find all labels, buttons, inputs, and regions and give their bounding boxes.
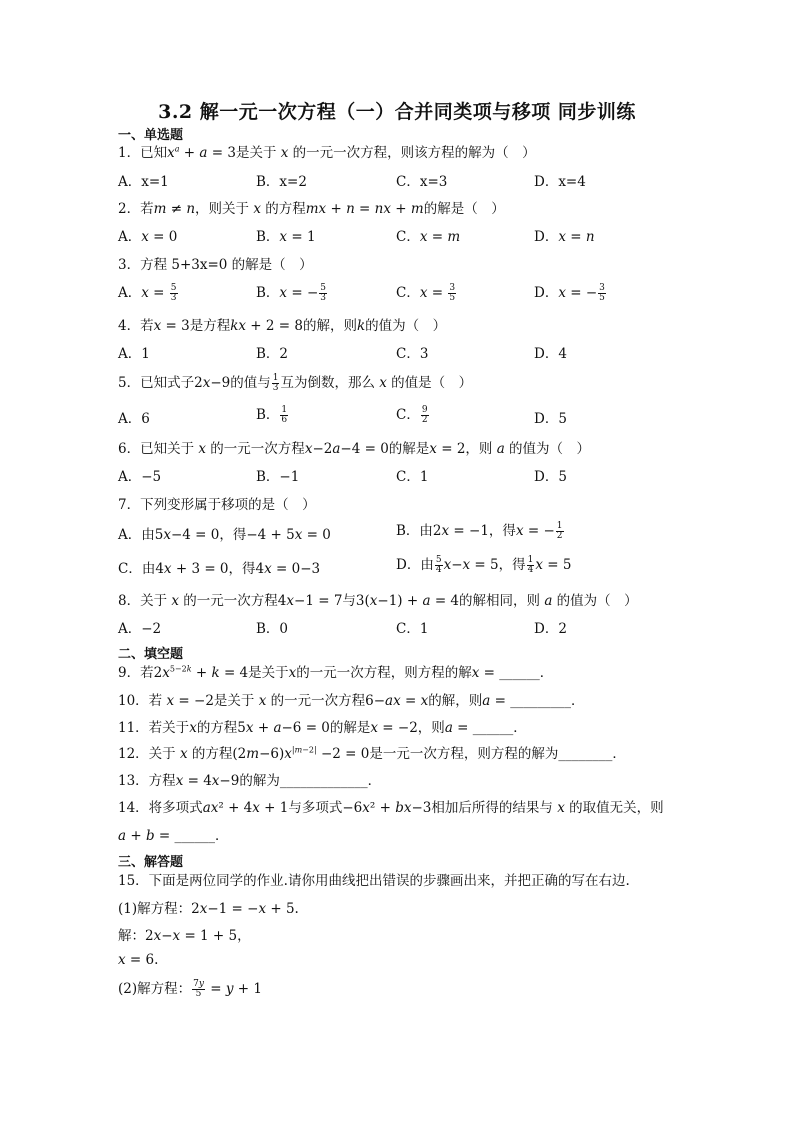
question-1: 1．已知$x^a + a = 3$是关于 x 的一元一次方程，则该方程的解为（ ）: [118, 144, 536, 161]
q3-option-c: C．x = $\frac{3}{5}$: [396, 283, 456, 303]
q4-option-b: B．2: [256, 346, 289, 362]
q5-option-c: C． $\frac{9}{2}$: [396, 405, 428, 425]
q8-option-c: C．1: [396, 621, 429, 637]
q6-option-c: C．1: [396, 469, 429, 485]
q7-option-a: A．由5x−4 = 0，得−4 + 5x = 0: [118, 527, 331, 543]
q8-option-b: B．0: [256, 621, 289, 637]
section-heading-single-choice: 一、单选题: [118, 128, 184, 143]
question-13: 13．方程x = 4x−9的解为_____________．: [118, 773, 382, 789]
q2-option-b: B．x = 1: [256, 229, 316, 245]
question-9: 9．若$2x^{5-2k} + k = 4$是关于x的一元一次方程，则方程的解x = ______．: [118, 664, 554, 681]
q6-option-d: D．5: [534, 469, 567, 485]
q4-option-a: A．1: [118, 346, 150, 362]
question-15-part-2: (2)解方程： $\frac{7y}{5}$ = y + 1: [118, 979, 262, 999]
question-10: 10．若 x = −2是关于 x 的一元一次方程6−ax = x的解，则a = _________．: [118, 693, 585, 709]
question-7: 7．下列变形属于移项的是（ ）: [118, 497, 316, 513]
question-12: 12．关于 x 的方程$(2m-6)x^{|m-2|} -2 = 0$是一元一次方程，则方程的解为________．: [118, 745, 626, 762]
q4-option-c: C．3: [396, 346, 429, 362]
question-14-line-1: 14．将多项式ax² + 4x + 1与多项式−6x² + bx−3相加后所得的结果与 x 的取值无关，则: [118, 800, 664, 816]
question-3: 3．方程 5+3x=0 的解是（ ）: [118, 257, 313, 273]
section-heading-solve: 三、解答题: [118, 855, 184, 870]
question-15: 15．下面是两位同学的作业.请你用曲线把出错误的步骤画出来，并把正确的写在右边.: [118, 873, 630, 889]
question-6: 6．已知关于 x 的一元一次方程x−2a−4 = 0的解是x = 2，则 a 的值为（ ）: [118, 441, 591, 457]
q7-option-c: C．由4x + 3 = 0，得4x = 0−3: [118, 561, 321, 577]
section-heading-fill-blank: 二、填空题: [118, 647, 184, 662]
q8-option-d: D．2: [534, 621, 567, 637]
question-8: 8．关于 x 的一元一次方程4x−1 = 7与3(x−1) + a = 4的解相同，则 a 的值为（ ）: [118, 593, 638, 609]
q5-option-a: A．6: [118, 411, 150, 427]
q1-option-b: B．x=2: [256, 174, 307, 190]
q3-option-d: D．x = − $\frac{3}{5}$: [534, 283, 605, 303]
q7-option-d: D．由 $\frac{5}{4}$ x−x = 5，得 $\frac{1}{4}$ x = 5: [396, 555, 572, 575]
q7-option-b: B．由2x = −1，得x = − $\frac{1}{2}$: [396, 521, 563, 541]
question-15-part-1: (1)解方程：2x−1 = −x + 5.: [118, 901, 299, 917]
q6-option-a: A．−5: [118, 469, 162, 485]
q3-option-b: B．x = − $\frac{5}{3}$: [256, 283, 326, 303]
q1-option-d: D．x=4: [534, 174, 586, 190]
q4-option-d: D．4: [534, 346, 567, 362]
question-5: 5．已知式子2x−9的值与 $\frac{1}{3}$ 互为倒数，那么 x 的值是（ ）: [118, 373, 473, 393]
q1-option-a: A．x=1: [118, 174, 169, 190]
q1-option-c: C．x=3: [396, 174, 448, 190]
q2-option-c: C．x = m: [396, 229, 461, 245]
question-14-line-2: a + b = ______．: [118, 828, 229, 844]
page-title: 3.2 解一元一次方程（一）合并同类项与移项 同步训练: [158, 101, 636, 123]
question-4: 4．若x = 3是方程kx + 2 = 8的解，则k的值为（ ）: [118, 318, 447, 334]
q2-option-d: D．x = n: [534, 229, 595, 245]
question-11: 11．若关于x的方程5x + a−6 = 0的解是x = −2，则a = ______．: [118, 720, 527, 736]
q5-option-b: B． $\frac{1}{6}$: [256, 405, 288, 425]
question-15-step-2: x = 6.: [118, 952, 159, 968]
q8-option-a: A．−2: [118, 621, 162, 637]
q5-option-d: D．5: [534, 411, 567, 427]
question-15-step-1: 解：2x−x = 1 + 5，: [118, 928, 251, 944]
q3-option-a: A．x = $\frac{5}{3}$: [118, 283, 177, 303]
q2-option-a: A．x = 0: [118, 229, 178, 245]
question-2: 2．若m ≠ n，则关于 x 的方程mx + n = nx + m的解是（ ）: [118, 201, 505, 217]
q6-option-b: B．−1: [256, 469, 300, 485]
